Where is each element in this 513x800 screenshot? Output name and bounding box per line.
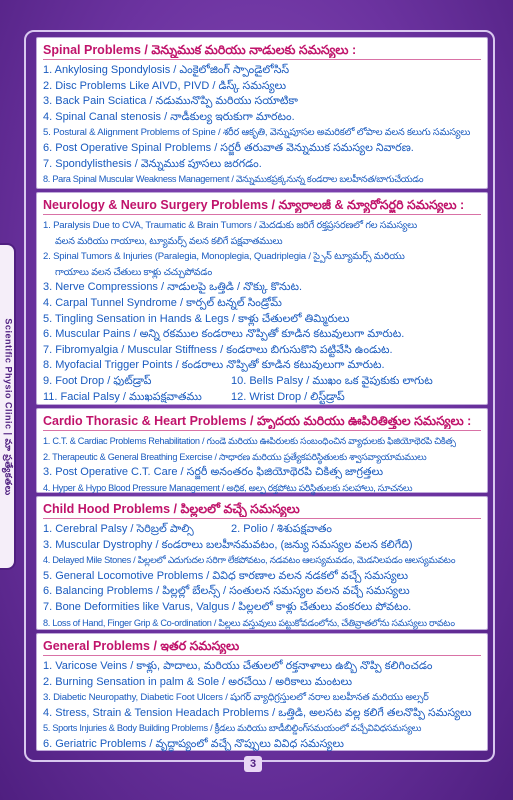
list-item: 10. Bells Palsy / ముఖం ఒక వైపుకుకు లాగుట (231, 374, 433, 387)
list-item: 2. Therapeutic & General Breathing Exercise / సాధారణ మరియు ప్రత్యేకపరిస్థితులకు శ్వాసవ్యాయామములు (43, 451, 427, 462)
list-item: 6. Geriatric Problems / వృద్ధాప్యంలో వచ్చే నొప్పులు వివిధ సమస్యలు (43, 737, 344, 750)
section-title: General Problems / ఇతర సమస్యలు (43, 639, 240, 653)
list-item: 7. Spondylisthesis / వెన్నుముక పూసలు జరగడం. (43, 157, 262, 170)
list-item: 2. Polio / శిశుపక్షవాతం (231, 523, 332, 535)
title-underline (43, 59, 481, 60)
section-neurology (36, 192, 488, 405)
list-item: 2. Spinal Tumors & Injuries (Paralegia, Monoplegia, Quadriplegia / స్పైన్ ట్యూమర్స్ మరియు (43, 251, 405, 263)
list-item: వలన మరియు గాయాలు, ట్యూమర్స్ వలన కలిగే పక్షవాతములు (55, 235, 283, 247)
list-item: 5. General Locomotive Problems / వివిధ కారణాల వలన నడకలో వచ్చే సమస్యలు (43, 569, 409, 582)
list-item: 3. Diabetic Neuropathy, Diabetic Foot Ulcers / షుగర్ వ్యాధిగ్రస్తులలో నరాల బలహీనత మరియు అల్సర్ (43, 692, 429, 704)
list-item: 8. Myofacial Trigger Points / కండరాలు నొప్పితో కూడిన కటువులుగా మారుట. (43, 359, 385, 372)
list-item: 1. Paralysis Due to CVA, Traumatic & Brain Tumors / మెదడుకు జరిగే రక్తప్రసరణలో గల సమస్యలు (43, 220, 418, 231)
list-item: 4. Delayed Mile Stones / పిల్లలలో ఎదుగుదల సరిగా లేకపోవటం, నడవటం ఆలస్యమవడం, మెడనిలపడం ఆలస్యమవటం (43, 555, 456, 566)
list-item: 3. Muscular Dystrophy / కండరాలు బలహీనమవటం, (జన్యు సమస్యల వలన కలిగేది) (43, 538, 413, 551)
list-item: 11. Facial Palsy / ముఖపక్షవాతము (43, 390, 202, 403)
title-underline (43, 214, 481, 215)
list-item: 5. Postural & Alignment Problems of Spine / శరీర ఆకృతి, వెన్నుపూసల అమరికలో లోపాల వలన కలుగు సమస్యలు (43, 127, 471, 139)
list-item: 2. Disc Problems Like AIVD, PIVD / డిస్క్ సమస్యలు (43, 79, 287, 92)
list-item: గాయాలు వలన చేతులు కాళ్లు చచ్చుపోవడం (55, 266, 213, 278)
list-item: 7. Bone Deformities like Varus, Valgus / పిల్లలలో కాళ్లు చేతులు వంకరలు పోవటం. (43, 600, 412, 613)
title-underline (43, 655, 481, 656)
section-general (36, 633, 488, 751)
list-item: 5. Tingling Sensation in Hands & Legs / కాళ్లు చేతులలో తిమ్మిరులు (43, 312, 350, 325)
title-underline (43, 518, 481, 519)
list-item: 9. Foot Drop / ఫుట్‌డ్రాప్ (43, 374, 152, 387)
list-item: 4. Stress, Strain & Tension Headach Problems / ఒత్తిడి, అలసట వల్ల కలిగే తలనొప్పి సమస్యలు (43, 706, 472, 719)
list-item: 1. Cerebral Palsy / సెరిబ్రల్ పాల్సి (43, 523, 194, 535)
list-item-pair (43, 522, 481, 538)
list-item: 1. Varicose Veins / కాళ్లు, పాదాలు, మరియు చేతులలో రక్తనాళాలు ఉబ్బి నొప్పి కలిగించడం (43, 660, 433, 672)
list-item: 3. Back Pain Sciatica / నడుమునొప్పి మరియు సయాటికా (43, 95, 298, 108)
list-item-pair (43, 374, 481, 390)
list-item: 4. Hyper & Hypo Blood Pressure Management / అధిక, అల్ప రక్తపోటు పరిస్థితులకు సలహాలు, సూచనలు (43, 482, 413, 493)
list-item: 3. Post Operative C.T. Care / సర్జరీ అనంతరం ఫిజియోథెరపి చికిత్స జాగ్రత్తలు (43, 466, 384, 479)
list-item: 4. Spinal Canal stenosis / నాడీకుల్య ఇరుకుగా మారటం. (43, 110, 295, 123)
side-tab-label: Scientific Physio Clinic | మా ప్రత్యేకతలు (3, 317, 14, 496)
list-item: 1. Ankylosing Spondylosis / ఎంకైలోజింగ్ స్పాండైలోసిస్ (43, 64, 290, 76)
list-item: 1. C.T. & Cardiac Problems Rehabilitation / గుండె మరియు ఊపిరులకు సంబంధించిన వ్యాధులకు ఫిజియోథెరపి చికిత్స (43, 436, 456, 446)
section-childhood (36, 496, 488, 630)
section-title: Child Hood Problems / పిల్లలలో వచ్చే సమస్యలు (43, 502, 300, 516)
list-item: 2. Burning Sensation in palm & Sole / అరచేయి / అరికాలు మంటలు (43, 675, 353, 688)
section-title: Spinal Problems / వెన్నుముక మరియు నాడులకు సమస్యలు : (43, 43, 357, 57)
list-item: 7. Fibromyalgia / Muscular Stiffness / కండరాలు బిగుసుకొని పట్టివేసి ఉండుట. (43, 343, 393, 356)
list-item: 12. Wrist Drop / లిస్ట్‌డ్రాప్ (231, 390, 345, 403)
list-item: 4. Carpal Tunnel Syndrome / కార్పల్ టన్నల్ సిండ్రోమ్ (43, 296, 282, 309)
section-title: Cardio Thorasic & Heart Problems / హృదయ మరియు ఊపిరితిత్తుల సమస్యలు : (43, 414, 472, 428)
list-item: 6. Balancing Problems / పిల్లల్లో బేలన్స్ / సంతులన సమస్యల వలన వచ్చే సమస్యలు (43, 585, 410, 598)
list-item: 6. Post Operative Spinal Problems / సర్జరీ తరువాత వెన్నుముక సమస్యల నివారణ. (43, 141, 414, 154)
list-item: 6. Muscular Pains / అన్ని రకముల కండరాలు నొప్పితో కూడిన కటువులుగా మారుట. (43, 328, 405, 341)
title-underline (43, 430, 481, 431)
section-spinal (36, 37, 488, 189)
list-item-pair (43, 390, 481, 406)
section-cardio (36, 408, 488, 493)
list-item: 5. Sports Injuries & Body Building Problems / క్రీడలు మరియు బాడీబిల్డింగ్‌సమయంలో వచ్చేవివిధసమస్యలు (43, 723, 422, 734)
list-item: 3. Nerve Compressions / నాడులపై ఒత్తిడి / నొక్కు కొనుట. (43, 281, 303, 294)
list-item: 8. Para Spinal Muscular Weakness Management / వెన్నుముకప్రక్కనున్న కండరాల బలహీనత/బాగుచేయడం (43, 174, 424, 185)
side-tab (0, 243, 16, 570)
list-item: 8. Loss of Hand, Finger Grip & Co-ordination / పిల్లలు వస్తువులు పట్టుకోవడంలోను, చేతివ్రాతలోను సమస్యలు రావటం (43, 617, 455, 628)
section-title: Neurology & Neuro Surgery Problems / న్యూరాలజీ & న్యూరోసర్జరి సమస్యలు : (43, 198, 465, 212)
page-number: 3 (244, 756, 262, 772)
